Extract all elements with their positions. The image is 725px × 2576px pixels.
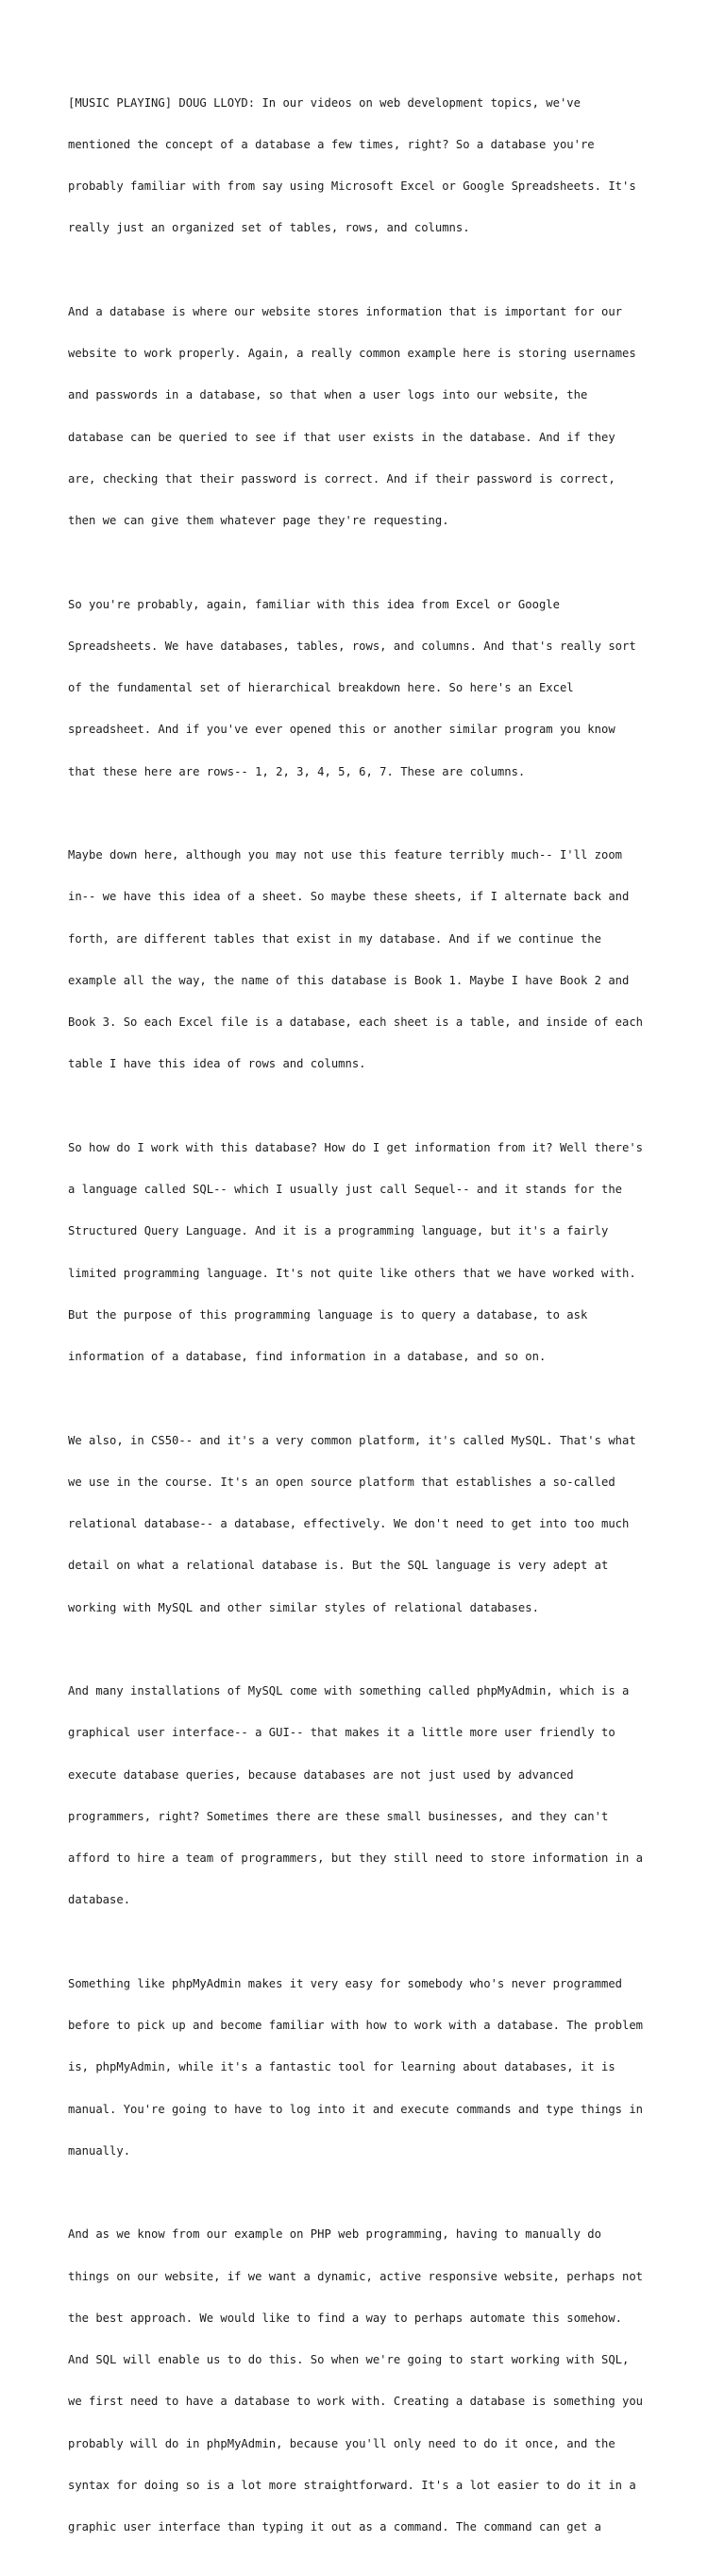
transcript-line: And many installations of MySQL come with something called phpMyAdmin, which is a xyxy=(68,1684,630,1697)
transcript-line: forth, are different tables that exist in my database. And if we continue the xyxy=(68,931,601,946)
transcript-line: And a database is where our website stores information that is important for our xyxy=(68,304,622,318)
transcript-line: Maybe down here, although you may not use this feature terribly much-- I'll zoom xyxy=(68,848,622,862)
transcript-paragraph-5 xyxy=(68,1113,672,1391)
transcript-line: of the fundamental set of hierarchical breakdown here. So here's an Excel xyxy=(68,681,574,694)
transcript-line: And as we know from our example on PHP web programming, having to manually do xyxy=(68,2227,601,2242)
transcript-paragraph-6 xyxy=(68,1406,672,1643)
transcript-line: then we can give them whatever page they're requesting. xyxy=(68,514,449,527)
transcript-line: information of a database, find information in a database, and so on. xyxy=(68,1350,547,1363)
transcript-line: website to work properly. Again, a really common example here is storing usernames xyxy=(68,347,636,360)
transcript-line: table I have this idea of rows and columns. xyxy=(68,1057,366,1071)
transcript-line: we first need to have a database to work with. Creating a database is something you xyxy=(68,2395,644,2409)
transcript-line: But the purpose of this programming language is to query a database, to ask xyxy=(68,1307,588,1322)
transcript-line: manually. xyxy=(68,2143,131,2158)
transcript-line: in-- we have this idea of a sheet. So maybe these sheets, if I alternate back and xyxy=(68,890,630,904)
transcript-line: execute database queries, because databases are not just used by advanced xyxy=(68,1767,574,1782)
transcript-paragraph-4 xyxy=(68,821,672,1100)
transcript-line: really just an organized set of tables, rows, and columns. xyxy=(68,221,470,235)
transcript-line: syntax for doing so is a lot more straightforward. It's a lot easier to do it in a xyxy=(68,2478,636,2492)
transcript-line: are, checking that their password is correct. And if their password is correct, xyxy=(68,471,615,486)
transcript-paragraph-1 xyxy=(68,68,672,264)
transcript-line: programmers, right? Sometimes there are these small businesses, and they can't xyxy=(68,1809,609,1823)
transcript-page xyxy=(68,68,672,2576)
transcript-line: probably will do in phpMyAdmin, because you'll only need to do it once, and the xyxy=(68,2436,615,2450)
transcript-line: Spreadsheets. We have databases, tables, rows, and columns. And that's really sort xyxy=(68,639,636,653)
transcript-line: is, phpMyAdmin, while it's a fantastic tool for learning about databases, it is xyxy=(68,2060,615,2074)
transcript-line: limited programming language. It's not quite like others that we have worked with. xyxy=(68,1266,636,1280)
transcript-line: manual. You're going to have to log into it and execute commands and type things in xyxy=(68,2102,644,2116)
transcript-line: example all the way, the name of this database is Book 1. Maybe I have Book 2 and xyxy=(68,973,630,987)
transcript-paragraph-7 xyxy=(68,1657,672,1936)
transcript-paragraph-3 xyxy=(68,570,672,807)
transcript-paragraph-9 xyxy=(68,2200,672,2563)
transcript-line: Structured Query Language. And it is a programming language, but it's a fairly xyxy=(68,1224,609,1238)
transcript-line: and passwords in a database, so that when a user logs into our website, the xyxy=(68,388,588,402)
transcript-line: afford to hire a team of programmers, but they still need to store information in a xyxy=(68,1851,644,1865)
transcript-line: a language called SQL-- which I usually just call Sequel-- and it stands for the xyxy=(68,1183,622,1196)
transcript-paragraph-2 xyxy=(68,277,672,555)
transcript-line: Something like phpMyAdmin makes it very easy for somebody who's never programmed xyxy=(68,1976,622,1990)
transcript-line: We also, in CS50-- and it's a very common platform, it's called MySQL. That's what xyxy=(68,1433,636,1447)
transcript-line: that these here are rows-- 1, 2, 3, 4, 5, 6, 7. These are columns. xyxy=(68,764,526,778)
transcript-line: graphic user interface than typing it out as a command. The command can get a xyxy=(68,2520,601,2533)
transcript-line: So how do I work with this database? How do I get information from it? Well there's xyxy=(68,1140,644,1154)
transcript-line: mentioned the concept of a database a few times, right? So a database you're xyxy=(68,137,595,151)
transcript-line: detail on what a relational database is. But the SQL language is very adept at xyxy=(68,1559,609,1573)
transcript-line: working with MySQL and other similar styles of relational databases. xyxy=(68,1600,539,1614)
transcript-line: So you're probably, again, familiar with this idea from Excel or Google xyxy=(68,597,560,611)
transcript-line: the best approach. We would like to find a way to perhaps automate this somehow. xyxy=(68,2311,622,2325)
transcript-line: relational database-- a database, effectively. We don't need to get into too much xyxy=(68,1517,630,1530)
transcript-line: we use in the course. It's an open source platform that establishes a so-called xyxy=(68,1475,615,1489)
transcript-line: Book 3. So each Excel file is a database, each sheet is a table, and inside of each xyxy=(68,1015,644,1029)
transcript-line: things on our website, if we want a dynamic, active responsive website, perhaps not xyxy=(68,2269,644,2283)
transcript-line: before to pick up and become familiar with how to work with a database. The problem xyxy=(68,2019,644,2032)
transcript-line: probably familiar with from say using Microsoft Excel or Google Spreadsheets. It's xyxy=(68,179,636,193)
transcript-line: database. xyxy=(68,1893,131,1907)
transcript-line: And SQL will enable us to do this. So when we're going to start working with SQL, xyxy=(68,2353,630,2366)
transcript-paragraph-8 xyxy=(68,1949,672,2186)
transcript-line: graphical user interface-- a GUI-- that makes it a little more user friendly to xyxy=(68,1726,615,1740)
transcript-line: [MUSIC PLAYING] DOUG LLOYD: In our videos on web development topics, we've xyxy=(68,95,581,110)
transcript-line: spreadsheet. And if you've ever opened this or another similar program you know xyxy=(68,723,615,737)
transcript-line: database can be queried to see if that user exists in the database. And if they xyxy=(68,430,615,444)
